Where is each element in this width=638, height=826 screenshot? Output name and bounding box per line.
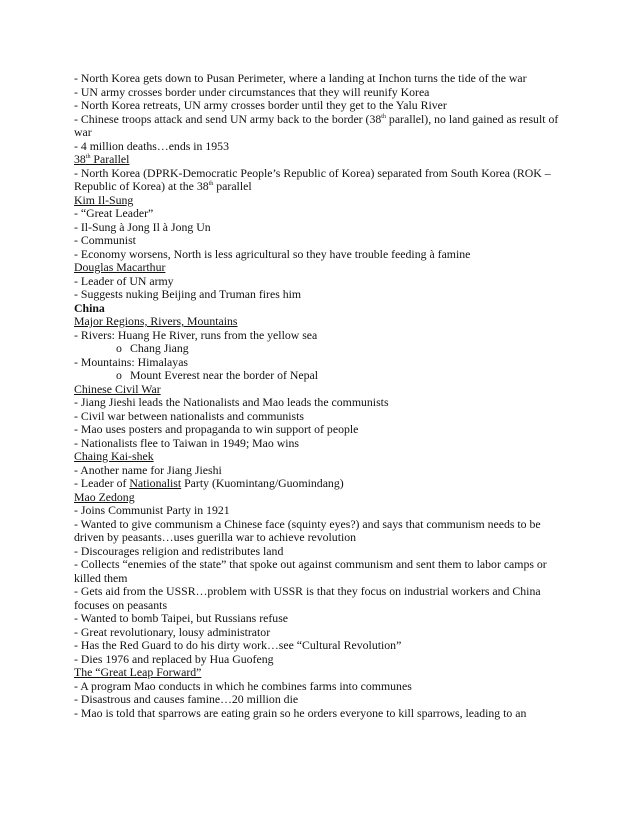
mao-line: - Wanted to give communism a Chinese face (squinty eyes?) and says that communism needs to be driven by peasants…uses guerilla war to achieve revolution [74, 516, 541, 544]
chaing-leader-line [74, 477, 566, 491]
macarthur-heading: Douglas Macarthur [74, 260, 166, 274]
civil-war-line: - Jiang Jieshi leads the Nationalists and Mao leads the communists [74, 395, 389, 409]
rivers-line: - Rivers: Huang He River, runs from the yellow sea [74, 327, 318, 342]
mao-line: - Gets aid from the USSR…problem with USSR is that they focus on industrial workers and China focuses on peasants [74, 584, 541, 612]
regions-heading: Major Regions, Rivers, Mountains [74, 314, 238, 328]
kim-line: - Communist [74, 233, 136, 247]
civil-war-line: - Nationalists flee to Taiwan in 1949; Mao wins [74, 435, 300, 450]
rivers-sub-text: Chang Jiang [130, 341, 189, 355]
mao-line: - Wanted to bomb Taipei, but Russians refuse [74, 611, 289, 625]
macarthur-line: - Leader of UN army [74, 273, 174, 288]
chaing-heading: Chaing Kai-shek [74, 449, 154, 463]
nationalist-underlined: Nationalist [129, 476, 182, 490]
kim-heading: Kim Il-Sung [74, 192, 134, 207]
mountains-line: - Mountains: Himalayas [74, 354, 189, 369]
parallel-heading [74, 153, 566, 167]
korea-war-line: - North Korea retreats, UN army crosses border until they get to the Yalu River [74, 98, 447, 112]
kim-line: - Il-Sung à Jong Il à Jong Un [74, 219, 211, 234]
mao-line: - Collects “enemies of the state” that spoke out against communism and sent them to labor camps or killed them [74, 557, 547, 585]
parallel-line-text-post: parallel [213, 179, 252, 193]
chaing-leader-pre: - Leader of [74, 476, 130, 490]
mountains-sub-item [74, 369, 566, 383]
chinese-troops-superscript: th [381, 113, 386, 120]
macarthur-line: - Suggests nuking Beijing and Truman fires him [74, 287, 302, 301]
sub-bullet: o [116, 341, 122, 355]
kim-line: - Economy worsens, North is less agricultural so they have trouble feeding à famine [74, 246, 471, 261]
parallel-heading-text: Parallel [90, 152, 130, 166]
korea-war-line: - North Korea gets down to Pusan Perimeter, where a landing at Inchon turns the tide of the war [74, 71, 527, 85]
rivers-sub-item [74, 342, 566, 356]
civil-war-line: - Mao uses posters and propaganda to win support of people [74, 422, 359, 436]
parallel-line-superscript: th [208, 181, 214, 188]
mao-line: - Dies 1976 and replaced by Hua Guofeng [74, 651, 274, 666]
kim-line: - “Great Leader” [74, 206, 154, 220]
chinese-troops-line [74, 113, 566, 140]
sub-bullet: o [116, 368, 122, 382]
mountains-sub-text: Mount Everest near the border of Nepal [130, 368, 319, 382]
document-page [74, 72, 566, 720]
leap-heading: The “Great Leap Forward” [74, 665, 202, 679]
leap-line: - Mao is told that sparrows are eating grain so he orders everyone to kill sparrows, leading to an [74, 705, 527, 720]
civil-war-line: - Civil war between nationalists and communists [74, 408, 304, 423]
mao-heading: Mao Zedong [74, 489, 135, 504]
parallel-line [74, 167, 566, 194]
chinese-troops-text-post: parallel), no land gained as result of war [74, 111, 559, 139]
parallel-line-text-pre: - North Korea (DPRK-Democratic People’s Republic of Korea) separated from South Korea (ROK – Republic of Korea) at the 38 [74, 165, 551, 193]
chinese-troops-text-pre: - Chinese troops attack and send UN army back to the border (38 [74, 111, 382, 126]
mao-line: - Has the Red Guard to do his dirty work…see “Cultural Revolution” [74, 638, 402, 652]
deaths-line: - 4 million deaths…ends in 1953 [74, 138, 229, 153]
parallel-heading-superscript: th [85, 154, 91, 161]
chaing-leader-post: Party (Kuomintang/Guomindang) [181, 476, 344, 490]
korea-war-line: - UN army crosses border under circumstances that they will reunify Korea [74, 84, 430, 99]
civil-war-heading: Chinese Civil War [74, 381, 161, 396]
parallel-heading-number: 38 [74, 152, 86, 166]
leap-line: - Disastrous and causes famine…20 million die [74, 692, 299, 706]
china-title: China [74, 300, 105, 315]
leap-line: - A program Mao conducts in which he combines farms into communes [74, 678, 412, 693]
mao-line: - Joins Communist Party in 1921 [74, 503, 230, 517]
mao-line: - Great revolutionary, lousy administrator [74, 624, 271, 639]
mao-line: - Discourages religion and redistributes land [74, 543, 284, 558]
chaing-line: - Another name for Jiang Jieshi [74, 462, 222, 477]
